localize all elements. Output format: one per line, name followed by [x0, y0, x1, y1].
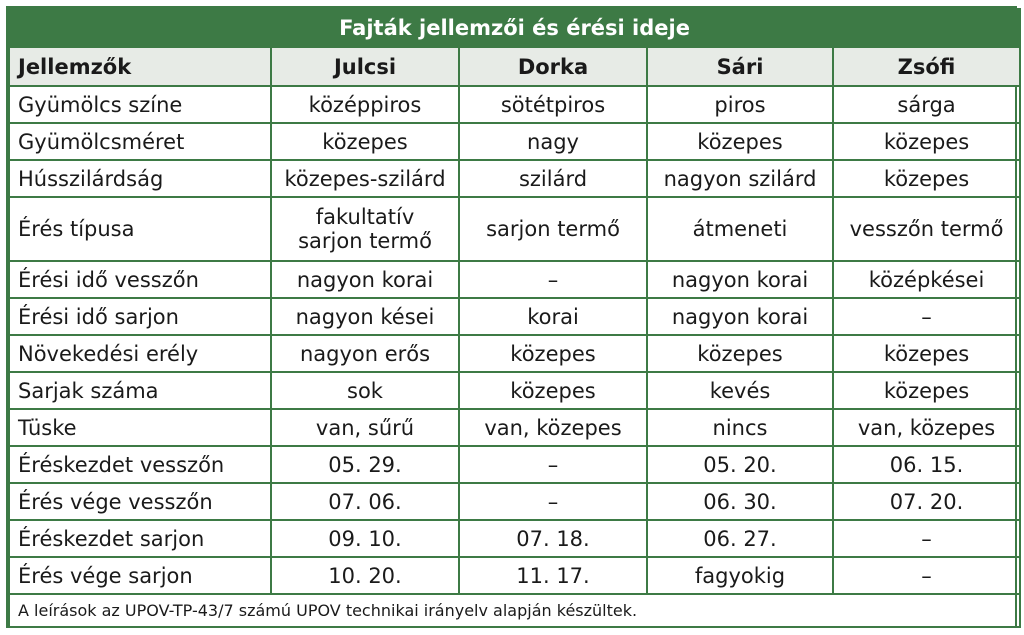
- table-cell: nagyon szilárd: [647, 160, 833, 197]
- table-cell: közepes: [459, 372, 647, 409]
- header-cell-julcsi: Julcsi: [271, 47, 459, 86]
- table-cell: 11. 17.: [459, 557, 647, 594]
- table-cell: sárga: [833, 86, 1020, 123]
- table-cell: nagyon korai: [647, 298, 833, 335]
- header-cell-dorka: Dorka: [459, 47, 647, 86]
- table-cell: közepes: [647, 335, 833, 372]
- table-cell: van, közepes: [459, 409, 647, 446]
- table-cell: 09. 10.: [271, 520, 459, 557]
- row-label: Érési idő vesszőn: [9, 261, 271, 298]
- header-cell-zsofi: Zsófi: [833, 47, 1020, 86]
- table-cell: –: [833, 298, 1020, 335]
- table-row: [9, 372, 1020, 409]
- row-label: Hússzilárdság: [9, 160, 271, 197]
- table-cell: fakultatív sarjon termő: [271, 197, 459, 261]
- table-cell: vesszőn termő: [833, 197, 1020, 261]
- table-cell: –: [833, 557, 1020, 594]
- table-row: [9, 409, 1020, 446]
- table-cell: van, közepes: [833, 409, 1020, 446]
- table-cell: közepes: [833, 335, 1020, 372]
- row-label: Növekedési erély: [9, 335, 271, 372]
- table-cell: piros: [647, 86, 833, 123]
- table-cell: –: [833, 520, 1020, 557]
- varieties-table-container: [6, 6, 1017, 628]
- table-row: [9, 298, 1020, 335]
- table-cell: sarjon termő: [459, 197, 647, 261]
- table-cell: közepes: [647, 123, 833, 160]
- table-row: [9, 335, 1020, 372]
- table-cell: közepes: [833, 160, 1020, 197]
- table-cell: korai: [459, 298, 647, 335]
- table-footnote: A leírások az UPOV-TP-43/7 számú UPOV technikai irányelv alapján készültek.: [9, 594, 1020, 627]
- table-cell: van, sűrű: [271, 409, 459, 446]
- table-cell: –: [459, 446, 647, 483]
- table-cell: nincs: [647, 409, 833, 446]
- table-cell: középpiros: [271, 86, 459, 123]
- varieties-table: [8, 8, 1021, 628]
- table-title-row: [9, 9, 1020, 47]
- table-cell: szilárd: [459, 160, 647, 197]
- table-title: Fajták jellemzői és érési ideje: [9, 9, 1020, 47]
- table-cell: 07. 20.: [833, 483, 1020, 520]
- table-note-row: [9, 594, 1020, 627]
- table-cell: közepes: [271, 123, 459, 160]
- header-cell-sari: Sári: [647, 47, 833, 86]
- table-cell: közepes: [833, 123, 1020, 160]
- table-header-row: [9, 47, 1020, 86]
- table-cell: közepes: [833, 372, 1020, 409]
- row-label: Érés vége vesszőn: [9, 483, 271, 520]
- table-cell: –: [459, 261, 647, 298]
- table-row: [9, 123, 1020, 160]
- table-cell: kevés: [647, 372, 833, 409]
- row-label: Éréskezdet vesszőn: [9, 446, 271, 483]
- row-label: Érés vége sarjon: [9, 557, 271, 594]
- table-row: [9, 197, 1020, 261]
- table-cell: 10. 20.: [271, 557, 459, 594]
- table-cell: sötétpiros: [459, 86, 647, 123]
- table-cell: 05. 29.: [271, 446, 459, 483]
- row-label: Érés típusa: [9, 197, 271, 261]
- table-cell: 06. 27.: [647, 520, 833, 557]
- table-cell: 05. 20.: [647, 446, 833, 483]
- table-cell: nagyon korai: [647, 261, 833, 298]
- table-cell: középkései: [833, 261, 1020, 298]
- table-cell: nagyon korai: [271, 261, 459, 298]
- header-cell-characteristics: Jellemzők: [9, 47, 271, 86]
- table-row: [9, 160, 1020, 197]
- table-cell: –: [459, 483, 647, 520]
- table-row: [9, 557, 1020, 594]
- table-cell: nagyon kései: [271, 298, 459, 335]
- table-cell: 06. 15.: [833, 446, 1020, 483]
- row-label: Éréskezdet sarjon: [9, 520, 271, 557]
- table-row: [9, 446, 1020, 483]
- table-cell: átmeneti: [647, 197, 833, 261]
- table-cell: nagy: [459, 123, 647, 160]
- table-cell: közepes: [459, 335, 647, 372]
- table-row: [9, 483, 1020, 520]
- table-cell: közepes-szilárd: [271, 160, 459, 197]
- table-cell: 06. 30.: [647, 483, 833, 520]
- table-row: [9, 86, 1020, 123]
- row-label: Gyümölcsméret: [9, 123, 271, 160]
- row-label: Sarjak száma: [9, 372, 271, 409]
- table-body: [9, 86, 1020, 594]
- table-row: [9, 261, 1020, 298]
- table-row: [9, 520, 1020, 557]
- row-label: Érési idő sarjon: [9, 298, 271, 335]
- table-cell: nagyon erős: [271, 335, 459, 372]
- row-label: Tüske: [9, 409, 271, 446]
- table-cell: sok: [271, 372, 459, 409]
- table-cell: 07. 06.: [271, 483, 459, 520]
- table-cell: fagyokig: [647, 557, 833, 594]
- table-cell: 07. 18.: [459, 520, 647, 557]
- row-label: Gyümölcs színe: [9, 86, 271, 123]
